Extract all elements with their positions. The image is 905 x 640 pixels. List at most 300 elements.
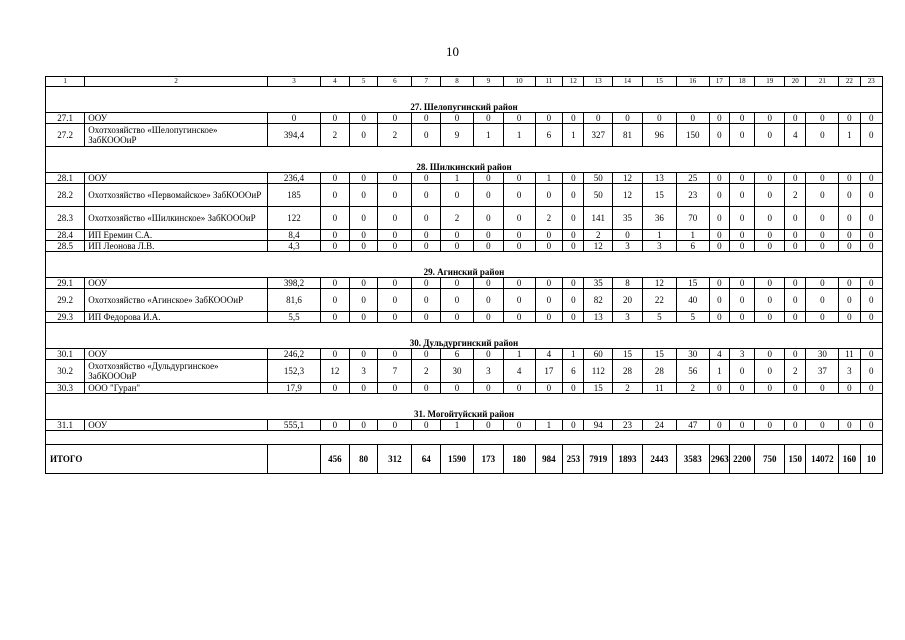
value-cell: 0 (755, 230, 785, 241)
value-cell: 0 (321, 349, 350, 360)
row-number: 30.3 (46, 383, 85, 394)
value-cell: 2 (535, 207, 563, 230)
value-cell: 0 (378, 420, 412, 431)
value-cell: 0 (412, 230, 441, 241)
total-row (46, 445, 883, 474)
value-cell: 1 (563, 124, 584, 147)
value-cell: 50 (584, 184, 613, 207)
value-cell: 0 (441, 383, 474, 394)
value-cell: 0 (729, 173, 754, 184)
value-cell: 0 (729, 241, 754, 252)
value-cell: 0 (535, 230, 563, 241)
value-cell: 8 (613, 278, 643, 289)
value-cell: 0 (503, 420, 535, 431)
value-cell: 0 (839, 230, 860, 241)
value-cell: 0 (755, 383, 785, 394)
value-cell: 0 (785, 289, 806, 312)
value-cell: 2 (321, 124, 350, 147)
value-cell: 0 (412, 420, 441, 431)
value-cell: 0 (642, 113, 676, 124)
value-cell: 2 (613, 383, 643, 394)
value-cell: 0 (474, 230, 504, 241)
value-cell: 30 (676, 349, 709, 360)
value-cell: 60 (584, 349, 613, 360)
value-cell: 0 (755, 184, 785, 207)
value-cell: 0 (729, 113, 754, 124)
value-cell: 0 (474, 420, 504, 431)
value-cell: 13 (642, 173, 676, 184)
table-row (46, 124, 883, 147)
value-cell: 0 (613, 113, 643, 124)
value-cell: 4 (535, 349, 563, 360)
value-cell: 4 (785, 124, 806, 147)
value-cell: 0 (806, 113, 839, 124)
value-cell: 0 (785, 349, 806, 360)
value-cell: 1 (535, 420, 563, 431)
value-cell: 2 (378, 124, 412, 147)
value-cell: 0 (785, 241, 806, 252)
value-cell: 0 (503, 383, 535, 394)
row-name: ООО "Гуран" (85, 383, 268, 394)
total-value: 2963 (709, 445, 729, 474)
value-cell: 12 (584, 241, 613, 252)
value-cell: 0 (349, 383, 378, 394)
total-value: 160 (839, 445, 860, 474)
value-cell: 185 (267, 184, 320, 207)
value-cell: 0 (785, 113, 806, 124)
section-spacer (46, 252, 883, 266)
value-cell: 1 (709, 360, 729, 383)
value-cell: 0 (839, 278, 860, 289)
column-number: 22 (839, 77, 860, 87)
value-cell: 0 (563, 420, 584, 431)
value-cell: 15 (584, 383, 613, 394)
value-cell: 1 (474, 124, 504, 147)
value-cell: 0 (503, 173, 535, 184)
value-cell: 0 (349, 230, 378, 241)
section-spacer (46, 394, 883, 408)
value-cell: 0 (441, 278, 474, 289)
value-cell: 0 (755, 349, 785, 360)
value-cell: 0 (729, 124, 754, 147)
value-cell: 0 (729, 360, 754, 383)
value-cell: 1 (839, 124, 860, 147)
column-number: 11 (535, 77, 563, 87)
value-cell: 47 (676, 420, 709, 431)
value-cell: 0 (709, 289, 729, 312)
value-cell: 0 (535, 241, 563, 252)
column-number: 6 (378, 77, 412, 87)
value-cell: 0 (349, 124, 378, 147)
value-cell: 0 (839, 207, 860, 230)
value-cell: 1 (503, 349, 535, 360)
value-cell: 0 (860, 184, 882, 207)
value-cell: 0 (563, 113, 584, 124)
section-spacer (46, 323, 883, 337)
value-cell: 0 (755, 124, 785, 147)
value-cell: 0 (441, 241, 474, 252)
value-cell: 0 (378, 312, 412, 323)
value-cell: 0 (378, 289, 412, 312)
value-cell: 0 (860, 420, 882, 431)
value-cell: 0 (349, 349, 378, 360)
column-number: 18 (729, 77, 754, 87)
value-cell: 0 (412, 207, 441, 230)
value-cell: 0 (860, 360, 882, 383)
section-spacer (46, 147, 883, 161)
value-cell: 0 (563, 241, 584, 252)
table-row (46, 241, 883, 252)
value-cell: 0 (860, 349, 882, 360)
value-cell: 0 (412, 278, 441, 289)
section-header (46, 160, 883, 173)
total-value: 2443 (642, 445, 676, 474)
value-cell: 0 (321, 113, 350, 124)
total-value: 750 (755, 445, 785, 474)
row-number: 29.3 (46, 312, 85, 323)
value-cell: 0 (806, 173, 839, 184)
value-cell: 0 (839, 173, 860, 184)
value-cell: 0 (729, 420, 754, 431)
value-cell: 150 (676, 124, 709, 147)
column-number: 7 (412, 77, 441, 87)
value-cell: 0 (755, 241, 785, 252)
value-cell: 0 (474, 207, 504, 230)
value-cell: 6 (676, 241, 709, 252)
value-cell: 0 (412, 113, 441, 124)
value-cell: 0 (860, 289, 882, 312)
value-cell: 0 (378, 349, 412, 360)
table-row (46, 349, 883, 360)
value-cell: 0 (503, 289, 535, 312)
value-cell: 0 (729, 289, 754, 312)
value-cell: 1 (503, 124, 535, 147)
row-number: 29.1 (46, 278, 85, 289)
value-cell: 0 (412, 124, 441, 147)
value-cell: 0 (503, 184, 535, 207)
total-value: 180 (503, 445, 535, 474)
value-cell: 0 (321, 241, 350, 252)
value-cell: 0 (806, 207, 839, 230)
column-number: 3 (267, 77, 320, 87)
value-cell: 2 (785, 360, 806, 383)
value-cell: 327 (584, 124, 613, 147)
table-row (46, 420, 883, 431)
value-cell: 0 (785, 420, 806, 431)
row-name: ИП Леонова Л.В. (85, 241, 268, 252)
value-cell: 81 (613, 124, 643, 147)
value-cell: 0 (806, 278, 839, 289)
table-row (46, 360, 883, 383)
value-cell: 0 (709, 420, 729, 431)
value-cell: 12 (613, 173, 643, 184)
row-number: 28.5 (46, 241, 85, 252)
value-cell: 0 (412, 289, 441, 312)
value-cell: 11 (642, 383, 676, 394)
value-cell: 0 (349, 241, 378, 252)
value-cell: 0 (839, 289, 860, 312)
row-number: 30.2 (46, 360, 85, 383)
value-cell: 0 (860, 113, 882, 124)
value-cell: 0 (709, 241, 729, 252)
value-cell: 4 (503, 360, 535, 383)
value-cell: 0 (785, 383, 806, 394)
value-cell: 0 (755, 360, 785, 383)
value-cell: 0 (378, 230, 412, 241)
section-title: 27. Шелопугинский район (46, 100, 883, 113)
total-value: 64 (412, 445, 441, 474)
total-value (267, 445, 320, 474)
row-name: ООУ (85, 349, 268, 360)
table-row (46, 312, 883, 323)
value-cell: 0 (349, 420, 378, 431)
column-number: 21 (806, 77, 839, 87)
value-cell: 0 (563, 230, 584, 241)
value-cell: 3 (839, 360, 860, 383)
value-cell: 0 (839, 420, 860, 431)
value-cell: 0 (709, 124, 729, 147)
value-cell: 0 (860, 173, 882, 184)
row-number: 27.2 (46, 124, 85, 147)
row-name: ИП Еремин С.А. (85, 230, 268, 241)
value-cell: 0 (441, 184, 474, 207)
value-cell: 0 (709, 207, 729, 230)
value-cell: 2 (676, 383, 709, 394)
column-number: 8 (441, 77, 474, 87)
section-title: 30. Дульдургинский район (46, 336, 883, 349)
value-cell: 0 (535, 383, 563, 394)
value-cell: 0 (563, 184, 584, 207)
value-cell: 0 (321, 383, 350, 394)
value-cell: 0 (412, 241, 441, 252)
value-cell: 0 (709, 184, 729, 207)
value-cell: 0 (709, 230, 729, 241)
section-spacer (46, 87, 883, 101)
spacer-cell (46, 394, 883, 408)
value-cell: 0 (321, 184, 350, 207)
value-cell: 0 (839, 383, 860, 394)
column-number: 2 (85, 77, 268, 87)
table-row (46, 289, 883, 312)
table-row (46, 383, 883, 394)
value-cell: 0 (474, 278, 504, 289)
value-cell: 0 (378, 241, 412, 252)
value-cell: 0 (349, 173, 378, 184)
value-cell: 0 (535, 184, 563, 207)
section-title: 28. Шилкинский район (46, 160, 883, 173)
value-cell: 0 (729, 184, 754, 207)
value-cell: 30 (441, 360, 474, 383)
value-cell: 0 (785, 278, 806, 289)
row-number: 31.1 (46, 420, 85, 431)
value-cell: 0 (378, 278, 412, 289)
value-cell: 0 (535, 113, 563, 124)
section-header (46, 407, 883, 420)
value-cell: 398,2 (267, 278, 320, 289)
value-cell: 0 (806, 312, 839, 323)
value-cell: 0 (563, 289, 584, 312)
value-cell: 0 (806, 241, 839, 252)
value-cell: 0 (503, 241, 535, 252)
value-cell: 0 (709, 173, 729, 184)
value-cell: 82 (584, 289, 613, 312)
value-cell: 0 (321, 173, 350, 184)
value-cell: 6 (441, 349, 474, 360)
value-cell: 25 (676, 173, 709, 184)
value-cell: 0 (755, 278, 785, 289)
value-cell: 1 (441, 173, 474, 184)
value-cell: 2 (584, 230, 613, 241)
value-cell: 0 (755, 312, 785, 323)
column-number: 23 (860, 77, 882, 87)
row-name: Охотхозяйство «Шилкинское» ЗабКОООиР (85, 207, 268, 230)
value-cell: 0 (860, 383, 882, 394)
total-value: 173 (474, 445, 504, 474)
value-cell: 94 (584, 420, 613, 431)
row-number: 28.2 (46, 184, 85, 207)
value-cell: 0 (806, 124, 839, 147)
row-name: Охотхозяйство «Агинское» ЗабКОООиР (85, 289, 268, 312)
value-cell: 0 (676, 113, 709, 124)
row-name: Охотхозяйство «Дульдургинское» ЗабКОООиР (85, 360, 268, 383)
spacer-cell (46, 147, 883, 161)
value-cell: 0 (839, 241, 860, 252)
value-cell: 0 (474, 349, 504, 360)
value-cell: 0 (267, 113, 320, 124)
value-cell: 0 (474, 184, 504, 207)
row-number: 28.4 (46, 230, 85, 241)
row-number: 28.3 (46, 207, 85, 230)
value-cell: 236,4 (267, 173, 320, 184)
value-cell: 0 (474, 241, 504, 252)
value-cell: 28 (642, 360, 676, 383)
value-cell: 0 (503, 230, 535, 241)
value-cell: 0 (378, 207, 412, 230)
value-cell: 141 (584, 207, 613, 230)
value-cell: 0 (785, 173, 806, 184)
value-cell: 0 (474, 113, 504, 124)
hunting-data-table (45, 76, 883, 474)
value-cell: 0 (474, 312, 504, 323)
spacer-cell (46, 323, 883, 337)
row-number: 29.2 (46, 289, 85, 312)
value-cell: 3 (349, 360, 378, 383)
value-cell: 0 (349, 184, 378, 207)
value-cell: 2 (412, 360, 441, 383)
section-spacer (46, 431, 883, 445)
value-cell: 23 (676, 184, 709, 207)
value-cell: 5 (642, 312, 676, 323)
column-number: 17 (709, 77, 729, 87)
value-cell: 0 (860, 241, 882, 252)
value-cell: 0 (839, 312, 860, 323)
value-cell: 1 (563, 349, 584, 360)
value-cell: 0 (535, 312, 563, 323)
value-cell: 1 (676, 230, 709, 241)
value-cell: 0 (474, 383, 504, 394)
value-cell: 0 (503, 113, 535, 124)
value-cell: 11 (839, 349, 860, 360)
column-number: 9 (474, 77, 504, 87)
value-cell: 0 (755, 207, 785, 230)
value-cell: 0 (321, 289, 350, 312)
value-cell: 0 (563, 173, 584, 184)
column-number: 13 (584, 77, 613, 87)
row-number: 28.1 (46, 173, 85, 184)
value-cell: 0 (839, 113, 860, 124)
value-cell: 23 (613, 420, 643, 431)
value-cell: 50 (584, 173, 613, 184)
section-header (46, 336, 883, 349)
value-cell: 0 (349, 289, 378, 312)
value-cell: 0 (563, 207, 584, 230)
value-cell: 35 (584, 278, 613, 289)
value-cell: 8,4 (267, 230, 320, 241)
value-cell: 40 (676, 289, 709, 312)
page-number: 10 (446, 44, 459, 59)
value-cell: 0 (503, 278, 535, 289)
value-cell: 28 (613, 360, 643, 383)
column-number: 14 (613, 77, 643, 87)
value-cell: 0 (349, 207, 378, 230)
section-header (46, 265, 883, 278)
value-cell: 0 (806, 420, 839, 431)
value-cell: 394,4 (267, 124, 320, 147)
total-value: 10 (860, 445, 882, 474)
value-cell: 0 (709, 113, 729, 124)
value-cell: 0 (412, 184, 441, 207)
column-number: 19 (755, 77, 785, 87)
value-cell: 0 (613, 230, 643, 241)
row-name: ООУ (85, 173, 268, 184)
value-cell: 0 (349, 113, 378, 124)
column-number: 4 (321, 77, 350, 87)
value-cell: 5,5 (267, 312, 320, 323)
table-row (46, 207, 883, 230)
value-cell: 0 (378, 383, 412, 394)
value-cell: 0 (785, 230, 806, 241)
value-cell: 17 (535, 360, 563, 383)
value-cell: 0 (709, 278, 729, 289)
value-cell: 6 (535, 124, 563, 147)
total-value: 2200 (729, 445, 754, 474)
column-number: 10 (503, 77, 535, 87)
column-number: 16 (676, 77, 709, 87)
row-number: 30.1 (46, 349, 85, 360)
value-cell: 0 (474, 289, 504, 312)
value-cell: 5 (676, 312, 709, 323)
column-number-row (46, 77, 883, 87)
value-cell: 0 (806, 230, 839, 241)
value-cell: 246,2 (267, 349, 320, 360)
value-cell: 0 (860, 207, 882, 230)
total-value: 150 (785, 445, 806, 474)
value-cell: 3 (613, 312, 643, 323)
value-cell: 70 (676, 207, 709, 230)
value-cell: 20 (613, 289, 643, 312)
value-cell: 3 (474, 360, 504, 383)
spacer-cell (46, 252, 883, 266)
table-row (46, 184, 883, 207)
value-cell: 0 (729, 230, 754, 241)
total-label: ИТОГО (46, 445, 268, 474)
value-cell: 0 (535, 289, 563, 312)
column-number: 20 (785, 77, 806, 87)
value-cell: 96 (642, 124, 676, 147)
row-number: 27.1 (46, 113, 85, 124)
row-name: ООУ (85, 420, 268, 431)
value-cell: 17,9 (267, 383, 320, 394)
